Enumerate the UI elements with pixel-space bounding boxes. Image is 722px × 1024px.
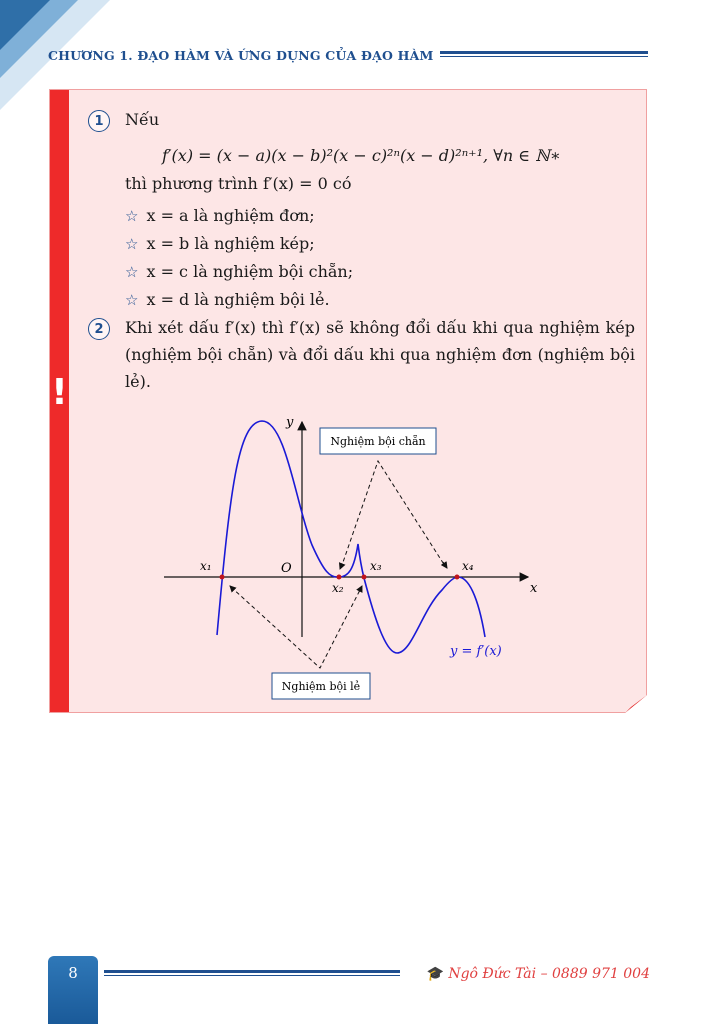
x2-label: x₂ xyxy=(332,581,344,595)
curve-label: y = f′(x) xyxy=(450,644,502,659)
item1-intro: Nếu xyxy=(125,110,160,129)
curve-f-prime xyxy=(217,421,485,653)
odd-root-pointer xyxy=(231,587,361,668)
page-number: 8 xyxy=(68,964,78,982)
bullet-item: ☆ x = d là nghiệm bội lẻ. xyxy=(125,290,330,309)
root-x3 xyxy=(362,575,367,580)
even-root-label: Nghiệm bội chẵn xyxy=(330,435,426,448)
page-number-tab xyxy=(48,956,98,1024)
note-box xyxy=(49,89,647,713)
item2-text: Khi xét dấu f′(x) thì f′(x) sẽ không đổi dấu khi qua nghiệm kép (nghiệm bội chẵn) và đổi dấu khi qua nghiệm đơn (nghiệm bội lẻ). xyxy=(125,318,635,391)
root-x1 xyxy=(220,575,225,580)
chapter-title: CHƯƠNG 1. ĐẠO HÀM VÀ ỨNG DỤNG CỦA ĐẠO HÀM xyxy=(48,47,434,63)
chapter-header xyxy=(48,44,648,66)
odd-root-label: Nghiệm bội lẻ xyxy=(281,680,361,693)
x3-label: x₃ xyxy=(370,559,382,573)
bullet-item: ☆ x = a là nghiệm đơn; xyxy=(125,206,315,225)
y-axis-label: y xyxy=(286,415,294,430)
footer-rule xyxy=(104,970,400,978)
item-number-2: 2 xyxy=(88,318,110,340)
star-icon: ☆ xyxy=(125,207,139,225)
x-axis-label: x xyxy=(530,581,538,596)
item-number-1: 1 xyxy=(88,110,110,132)
graduation-cap-icon: 🎓 xyxy=(426,966,445,982)
x4-label: x₄ xyxy=(462,559,474,573)
root-x2 xyxy=(337,575,342,580)
star-icon: ☆ xyxy=(125,235,139,253)
derivative-graph xyxy=(50,90,648,714)
author-text: Ngô Đức Tài – 0889 971 004 xyxy=(448,966,650,982)
page-fold-decoration xyxy=(625,695,647,713)
item1-conclusion: thì phương trình f′(x) = 0 có xyxy=(125,174,352,193)
footer-author xyxy=(406,962,650,986)
header-rule xyxy=(440,51,648,59)
bullet-item: ☆ x = c là nghiệm bội chẵn; xyxy=(125,262,354,281)
item1-formula: f′(x) = (x − a)(x − b)²(x − c)²ⁿ(x − d)²ⁿ⁺¹, ∀n ∈ ℕ∗ xyxy=(162,146,561,165)
origin-label: O xyxy=(281,561,292,576)
star-icon: ☆ xyxy=(125,291,139,309)
star-icon: ☆ xyxy=(125,263,139,281)
exclamation-icon: ! xyxy=(51,372,68,413)
x1-label: x₁ xyxy=(200,559,212,573)
root-x4 xyxy=(455,575,460,580)
bullet-item: ☆ x = b là nghiệm kép; xyxy=(125,234,315,253)
